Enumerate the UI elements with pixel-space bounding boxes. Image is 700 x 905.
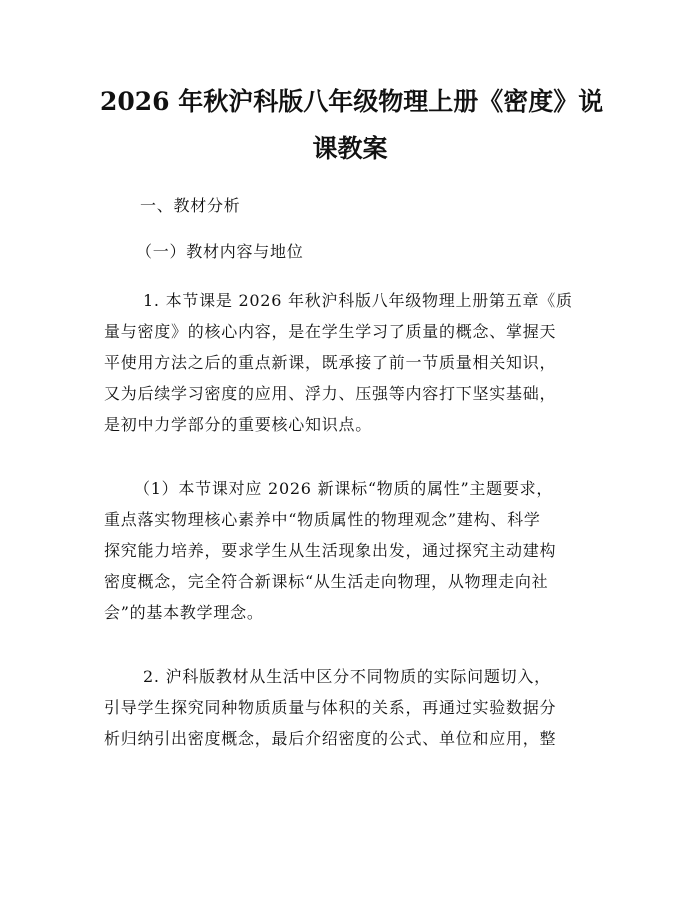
- paragraph-1-line-1: 1. 本节课是 2026 年秋沪科版八年级物理上册第五章《质: [143, 291, 573, 310]
- paragraph-3-line-3: 析归纳引出密度概念，最后介绍密度的公式、单位和应用，整: [104, 729, 557, 748]
- paragraph-2-line-3: 探究能力培养，要求学生从生活现象出发，通过探究主动建构: [104, 541, 557, 560]
- paragraph-2-line-4: 密度概念，完全符合新课标“从生活走向物理，从物理走向社: [104, 572, 549, 591]
- paragraph-1-line-4: 又为后续学习密度的应用、浮力、压强等内容打下坚实基础，: [104, 384, 557, 403]
- paragraph-1-line-3: 平使用方法之后的重点新课，既承接了前一节质量相关知识，: [104, 353, 557, 372]
- section-heading: 一、教材分析: [140, 196, 241, 215]
- paragraph-2-line-2: 重点落实物理核心素养中“物质属性的物理观念”建构、科学: [104, 510, 541, 529]
- document-title-line-2: 课教案: [312, 134, 388, 163]
- paragraph-2-line-5: 会”的基本教学理念。: [104, 603, 264, 622]
- document-title-line-1: 2026 年秋沪科版八年级物理上册《密度》说: [100, 87, 604, 116]
- paragraph-3-line-1: 2. 沪科版教材从生活中区分不同物质的实际问题切入，: [143, 667, 551, 686]
- paragraph-1-line-2: 量与密度》的核心内容，是在学生学习了质量的概念、掌握天: [104, 322, 557, 341]
- paragraph-1-line-5: 是初中力学部分的重要核心知识点。: [104, 415, 373, 434]
- subsection-heading: （一）教材内容与地位: [136, 242, 304, 261]
- paragraph-2-line-1: （1）本节课对应 2026 新课标“物质的属性”主题要求，: [134, 479, 554, 498]
- paragraph-3-line-2: 引导学生探究同种物质质量与体积的关系，再通过实验数据分: [104, 698, 557, 717]
